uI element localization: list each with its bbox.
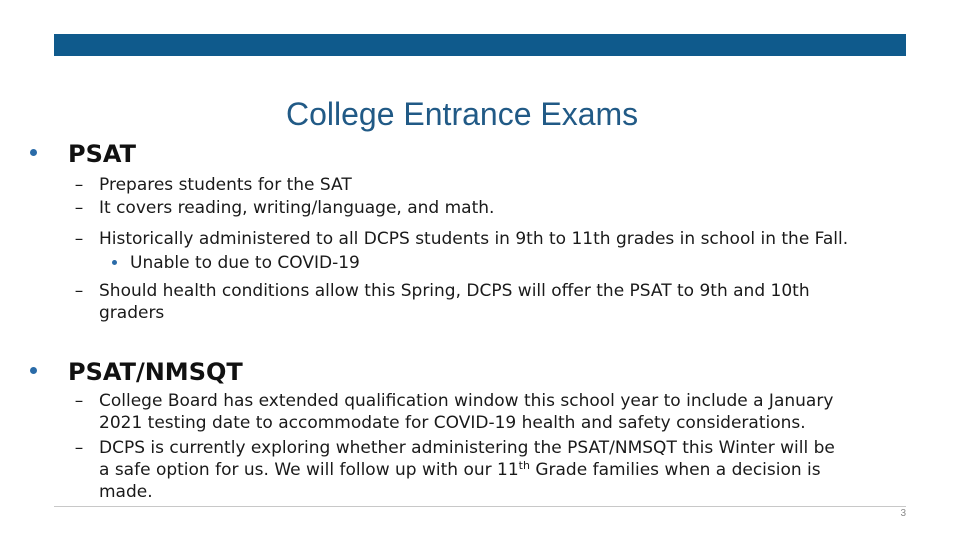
footer-divider — [54, 506, 906, 507]
line-text: Grade families when a decision is — [529, 460, 821, 480]
dash-icon: – — [74, 175, 84, 195]
slide-title: College Entrance Exams — [286, 96, 639, 132]
bullet-dot-icon — [30, 149, 37, 156]
top-banner-bar — [54, 34, 906, 56]
bullet-dot-icon — [30, 367, 37, 374]
bullet-dot-icon — [112, 260, 117, 265]
page-number: 3 — [900, 508, 906, 519]
dash-icon: – — [74, 198, 84, 218]
dash-icon: – — [74, 438, 84, 458]
dash-icon: – — [74, 391, 84, 411]
dash-icon: – — [74, 229, 84, 249]
dash-icon: – — [74, 281, 84, 301]
superscript: th — [518, 459, 530, 472]
line-text: a safe option for us. We will follow up with our 11 — [99, 460, 519, 480]
